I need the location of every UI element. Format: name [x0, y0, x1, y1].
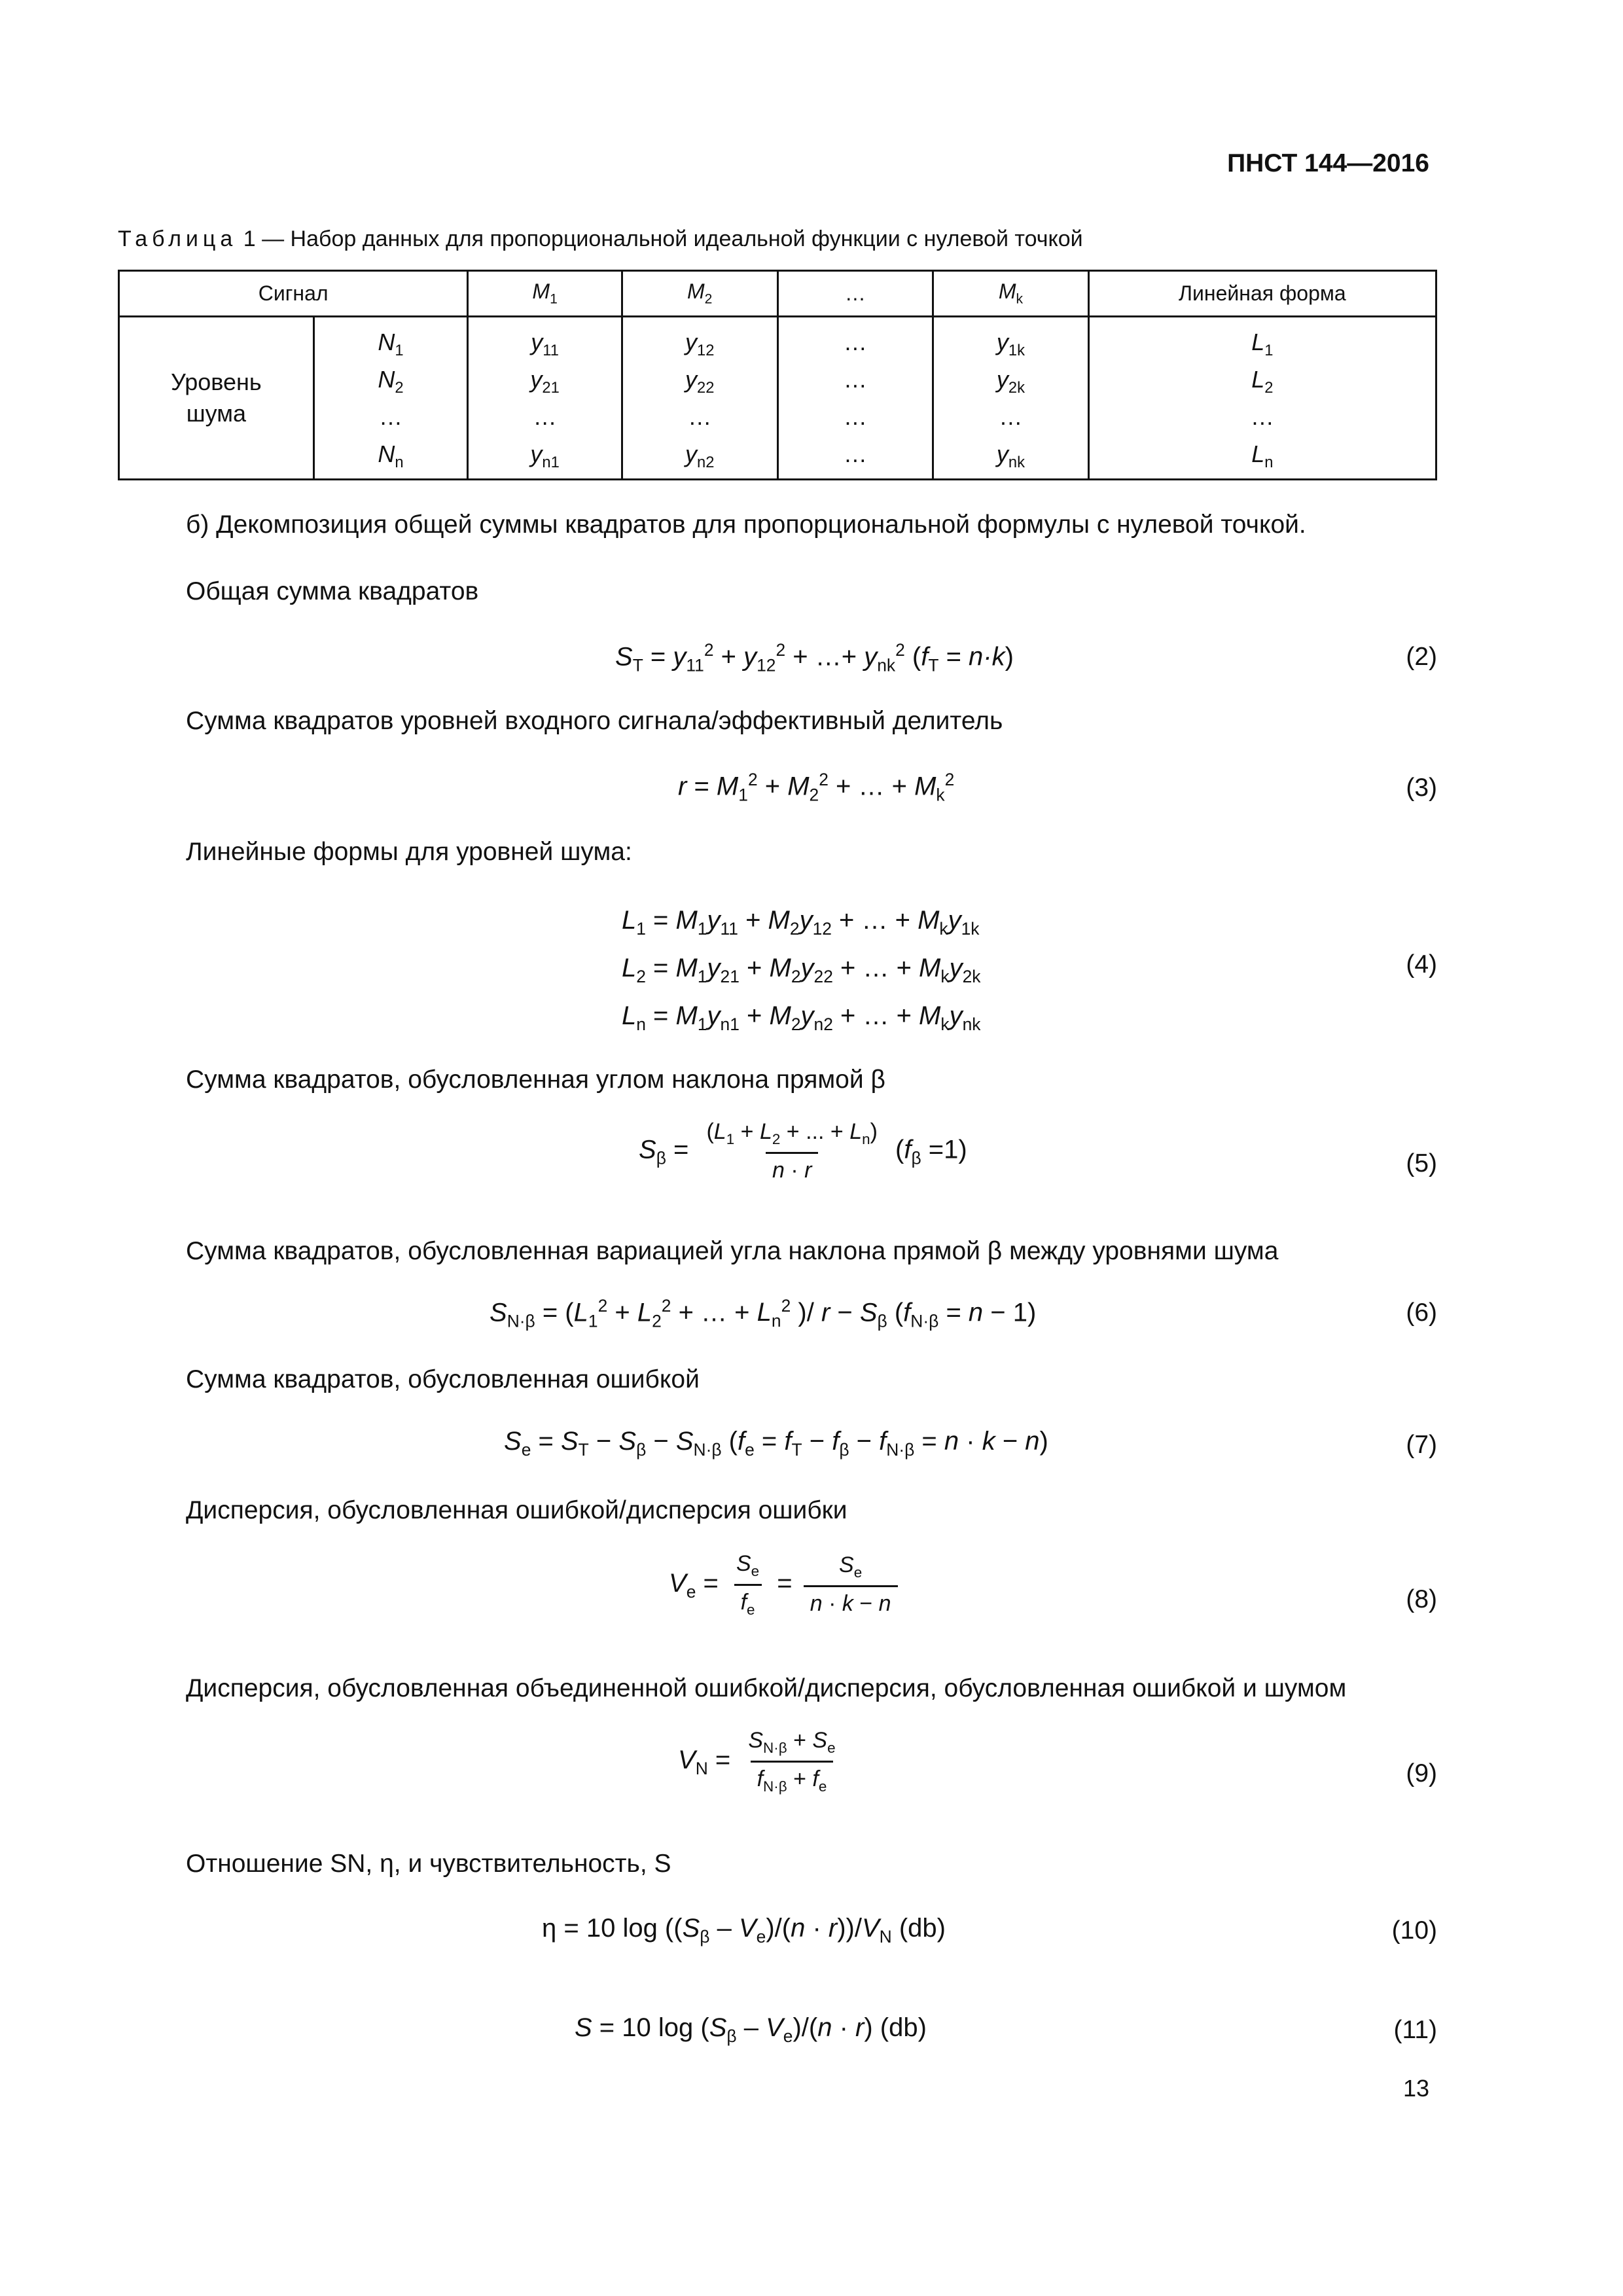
table-value: $y_{22}$	[685, 366, 715, 397]
table-value: …	[843, 440, 867, 467]
row-label: Уровень шума	[171, 368, 262, 427]
header-m2: $M_2$	[622, 271, 777, 317]
paragraph-slope-variation: Сумма квадратов, обусловленная вариацией угла наклона прямой β между уровнями шума	[186, 1237, 1279, 1265]
noise-level: …	[379, 403, 403, 430]
header-ellipsis: …	[777, 271, 933, 317]
equation-number-4: (4)	[1406, 950, 1437, 978]
table-value: $L_2$	[1251, 366, 1274, 397]
table-value: $y_{1k}$	[996, 329, 1025, 360]
table-caption	[118, 226, 1083, 252]
table-value: $L_n$	[1251, 440, 1274, 472]
formula-5: $S_\beta$ = $\frac{(L_1 + L_2 + ... + L_n)}{n \cdot r}$ $(f_\beta =1)$	[639, 1119, 967, 1183]
header-mk: $M_k$	[933, 271, 1089, 317]
formula-4-line-3: $L_n = M_1y_{n1} + M_2y_{n2}$ + … + $M_ky_{nk}$	[622, 1001, 981, 1034]
equation-number-5: (5)	[1406, 1149, 1437, 1177]
column-m1-cell	[468, 317, 622, 480]
table-value: …	[688, 403, 712, 430]
table-value: $y_{n1}$	[530, 440, 560, 472]
paragraph-b-item: б) Декомпозиция общей суммы квадратов для пропорциональной формулы с нулевой точкой.	[186, 511, 1306, 539]
table-value: $y_{nk}$	[996, 440, 1025, 472]
paragraph-total: Общая сумма квадратов	[186, 577, 479, 605]
formula-10: η = 10 $\log ((S_\beta - V_e)/(n \cdot r))/V_N$ (db)	[542, 1914, 946, 1946]
formula-2: $S_T = y_{11}^2 + y_{12}^2$ + …+ $y_{nk}^2$ $(f_T = n\cdot k)$	[615, 640, 1014, 675]
formula-3: $r = M_1^2 + M_2^2$ + … + $M_k^2$	[678, 770, 955, 805]
equation-number-9: (9)	[1406, 1759, 1437, 1787]
noise-levels-cell	[313, 317, 468, 480]
formula-9-fraction: $\frac{S_{N\cdot\beta} + S_e}{f_{N\cdot\beta} + f_e}$	[748, 1728, 836, 1795]
table-value: $y_{n2}$	[685, 440, 715, 472]
table-value: $y_{21}$	[530, 366, 560, 397]
paragraph-error: Сумма квадратов, обусловленная ошибкой	[186, 1365, 700, 1393]
table-value: $L_1$	[1251, 329, 1274, 360]
column-m2-cell	[622, 317, 777, 480]
formula-4-line-2: $L_2 = M_1y_{21} + M_2y_{22}$ + … + $M_ky_{2k}$	[622, 954, 981, 986]
equation-number-6: (6)	[1406, 1299, 1437, 1327]
table-body-row	[119, 317, 1436, 480]
formula-8: $V_e$ = $\frac{S_e}{f_e}$ = $\frac{S_e}{n \cdot k - n}$	[669, 1551, 902, 1619]
equation-number-7: (7)	[1406, 1431, 1437, 1459]
formula-4-line-1: $L_1 = M_1y_{11} + M_2y_{12}$ + … + $M_ky_{1k}$	[622, 906, 980, 939]
formula-8-fraction-1: $\frac{S_e}{f_e}$	[730, 1551, 766, 1619]
equation-number-11: (11)	[1393, 2016, 1437, 2044]
formula-4	[622, 901, 980, 1044]
noise-level: $N_1$	[378, 329, 404, 360]
column-mk-cell	[933, 317, 1089, 480]
header-signal: Сигнал	[119, 271, 468, 317]
table-value: …	[843, 329, 867, 355]
paragraph-linear-forms: Линейные формы для уровней шума:	[186, 838, 632, 866]
table-value: $y_{2k}$	[996, 366, 1025, 397]
table-value: …	[533, 403, 557, 430]
row-label-cell	[119, 317, 314, 480]
table-header-row	[119, 271, 1436, 317]
equation-number-3: (3)	[1406, 774, 1437, 802]
equation-number-2: (2)	[1406, 643, 1437, 671]
paragraph-error-variance: Дисперсия, обусловленная ошибкой/дисперсия ошибки	[186, 1496, 847, 1524]
page-number: 13	[1402, 2075, 1429, 2102]
formula-8-fraction-2: $\frac{S_e}{n \cdot k - n}$	[804, 1552, 898, 1617]
column-linear-form-cell	[1088, 317, 1436, 480]
formula-5-fraction: $\frac{(L_1 + L_2 + ... + L_n)}{n \cdot r}$	[706, 1119, 878, 1183]
table-value: $y_{12}$	[685, 329, 715, 360]
paragraph-pooled-variance: Дисперсия, обусловленная объединенной ошибкой/дисперсия, обусловленная ошибкой и шумом	[186, 1674, 1347, 1702]
table-value: …	[843, 366, 867, 393]
table-caption-prefix: Таблица	[118, 226, 238, 251]
table-value: $y_{11}$	[531, 329, 559, 360]
column-ellipsis-cell	[777, 317, 933, 480]
data-table	[118, 270, 1437, 480]
formula-9: $V_N$ = $\frac{S_{N\cdot\beta} + S_e}{f_{N\cdot\beta} + f_e}$	[678, 1728, 846, 1795]
formula-6: $S_{N\cdot\beta} = (L_1^2 + L_2^2$ + … + $L_n^2$ )/ $r - S_\beta$ $(f_{N\cdot\beta} = n - 1)$	[490, 1296, 1037, 1331]
table-caption-text: 1 — Набор данных для пропорциональной идеальной функции с нулевой точкой	[237, 226, 1083, 251]
formula-11: S = 10 $\log (S_\beta - V_e)/(n \cdot r)$ (db)	[575, 2013, 927, 2046]
table-value: …	[1250, 403, 1274, 430]
paragraph-sn-ratio: Отношение SN, η, и чувствительность, S	[186, 1850, 671, 1878]
paragraph-slope: Сумма квадратов, обусловленная углом наклона прямой β	[186, 1066, 885, 1094]
noise-level: $N_2$	[378, 366, 404, 397]
standard-designation: ПНСТ 144—2016	[1227, 149, 1429, 177]
header-m1: $M_1$	[468, 271, 622, 317]
table-value: …	[999, 403, 1023, 430]
header-linear-form: Линейная форма	[1088, 271, 1436, 317]
formula-7: $S_e = S_T - S_\beta - S_{N\cdot\beta}$ $(f_e = f_T - f_\beta - f_{N\cdot\beta} = n \cdot k - n)$	[504, 1427, 1048, 1460]
equation-number-8: (8)	[1406, 1585, 1437, 1613]
noise-level: $N_n$	[378, 440, 404, 472]
equation-number-10: (10)	[1391, 1916, 1437, 1945]
paragraph-input-levels: Сумма квадратов уровней входного сигнала/эффективный делитель	[186, 707, 1003, 735]
table-value: …	[843, 403, 867, 430]
